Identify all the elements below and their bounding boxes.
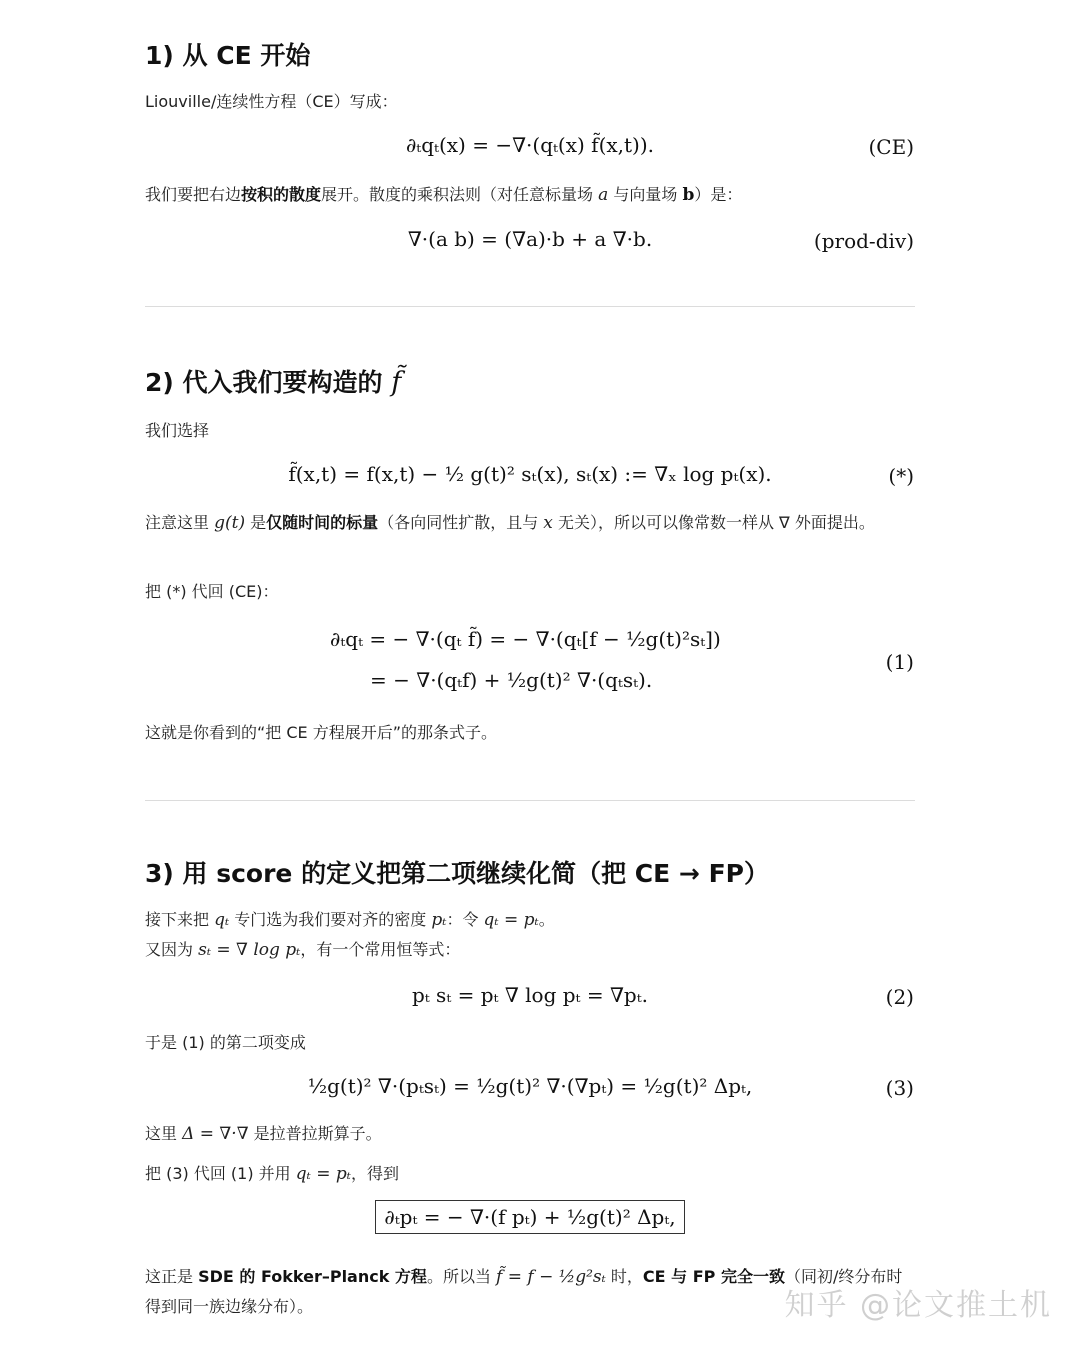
text-segment: 注意这里 — [145, 513, 215, 532]
heading-math: f̃ — [391, 367, 402, 398]
watermark: 知乎 @论文推土机 — [784, 1288, 1052, 1323]
equation-tag-3: (3) — [885, 1076, 914, 1100]
text-segment: 接下来把 — [145, 910, 215, 929]
equation-1-line-1: ∂ₜqₜ = − ∇·(qₜ f̃) = − ∇·(qₜ[f − ½g(t)²sₜ]) — [330, 627, 721, 651]
text-segment: 又因为 — [145, 940, 199, 959]
math-x: x — [543, 513, 553, 533]
equation-star: f̃(x,t) = f(x,t) − ½ g(t)² sₜ(x), sₜ(x) := ∇ₓ log pₜ(x). — [288, 462, 772, 486]
choose-text: 我们选择 — [145, 421, 210, 440]
text-segment: ，得到 — [350, 1164, 399, 1183]
equation-1-line-2: = − ∇·(qₜf) + ½g(t)² ∇·(qₜsₜ). — [370, 668, 653, 692]
after-expansion-text: 这就是你看到的“把 CE 方程展开后”的那条式子。 — [145, 723, 498, 742]
equation-tag-1: (1) — [885, 650, 914, 674]
equation-tag-ce: (CE) — [868, 135, 914, 159]
text-segment: ：令 — [446, 910, 484, 929]
text-segment: ，有一个常用恒等式： — [300, 940, 461, 959]
section-1-heading: 1) 从 CE 开始 — [145, 41, 311, 70]
math-var-b: b — [682, 185, 695, 205]
ce-intro-text: Liouville/连续性方程（CE）写成： — [145, 92, 398, 111]
math-q-eq-p: qₜ = pₜ — [483, 910, 539, 930]
text-segment: 无关），所以可以像常数一样从 ∇ 外面提出。 — [552, 513, 875, 532]
score-identity-text — [145, 935, 915, 965]
math-g: g(t) — [214, 513, 246, 533]
product-rule-text — [145, 180, 915, 210]
math-q: qₜ — [214, 910, 230, 930]
equation-2: pₜ sₜ = pₜ ∇ log pₜ = ∇pₜ. — [411, 983, 649, 1007]
text-segment: 。 — [538, 910, 555, 929]
second-term-text: 于是 (1) 的第二项变成 — [145, 1033, 306, 1052]
text-segment: ）是： — [694, 185, 743, 204]
equation-tag-star: (*) — [888, 464, 914, 488]
text-segment: 我们要把右边 — [145, 185, 242, 204]
text-segment: 是 — [245, 513, 267, 532]
text-segment: 。所以当 — [426, 1267, 497, 1286]
equation-tag-2: (2) — [885, 985, 914, 1009]
text-segment: 这里 — [145, 1124, 183, 1143]
choose-density-text — [145, 905, 915, 935]
section-2-heading — [145, 363, 401, 399]
fokker-planck-equation-boxed: ∂ₜpₜ = − ∇·(f pₜ) + ½g(t)² Δpₜ, — [375, 1200, 684, 1234]
equation-3: ½g(t)² ∇·(pₜsₜ) = ½g(t)² ∇·(∇pₜ) = ½g(t)² Δpₜ, — [307, 1074, 753, 1098]
text-segment: 把 (3) 代回 (1) 并用 — [145, 1164, 296, 1183]
math-f-tilde: f̃ = f − ½g²sₜ — [496, 1267, 606, 1287]
note-paragraph — [145, 508, 915, 538]
text-segment: （各向同性扩散，且与 — [378, 513, 544, 532]
section-3-heading: 3) 用 score 的定义把第二项继续化简（把 CE → FP） — [145, 859, 769, 888]
bold-phrase: 仅随时间的标量 — [266, 513, 379, 532]
divider — [145, 800, 915, 801]
math-q-eq-p: qₜ = pₜ — [295, 1164, 351, 1184]
text-segment: 展开。散度的乘积法则（对任意标量场 — [321, 185, 599, 204]
math-score-def: sₜ = ∇ log pₜ — [198, 940, 301, 960]
divider — [145, 306, 915, 307]
laplacian-text — [145, 1119, 915, 1149]
text-segment: 这正是 — [145, 1267, 199, 1286]
math-p: pₜ — [431, 910, 447, 930]
substitute-3-text — [145, 1159, 915, 1189]
text-segment: 专门选为我们要对齐的密度 — [229, 910, 432, 929]
math-laplacian: Δ = ∇·∇ — [182, 1124, 249, 1144]
heading-text: 2) 代入我们要构造的 — [145, 368, 392, 397]
text-segment: 与向量场 — [608, 185, 683, 204]
substitute-text: 把 (*) 代回 (CE)： — [145, 582, 279, 601]
math-var-a: a — [598, 185, 609, 205]
equation-prod-div: ∇·(a b) = (∇a)·b + a ∇·b. — [407, 227, 653, 251]
bold-phrase: 按积的散度 — [241, 185, 322, 204]
equation-tag-prod-div: (prod-div) — [813, 229, 914, 253]
bold-phrase: SDE 的 Fokker–Planck 方程 — [198, 1267, 427, 1286]
text-segment: （同初/终分布时得到同一族边缘分布）。 — [145, 1267, 903, 1316]
equation-ce: ∂ₜqₜ(x) = −∇·(qₜ(x) f̃(x,t)). — [405, 133, 655, 157]
text-segment: 时， — [605, 1267, 643, 1286]
text-segment: 是拉普拉斯算子。 — [248, 1124, 382, 1143]
bold-phrase: CE 与 FP 完全一致 — [642, 1267, 785, 1286]
final-equation-wrapper — [145, 1205, 915, 1229]
